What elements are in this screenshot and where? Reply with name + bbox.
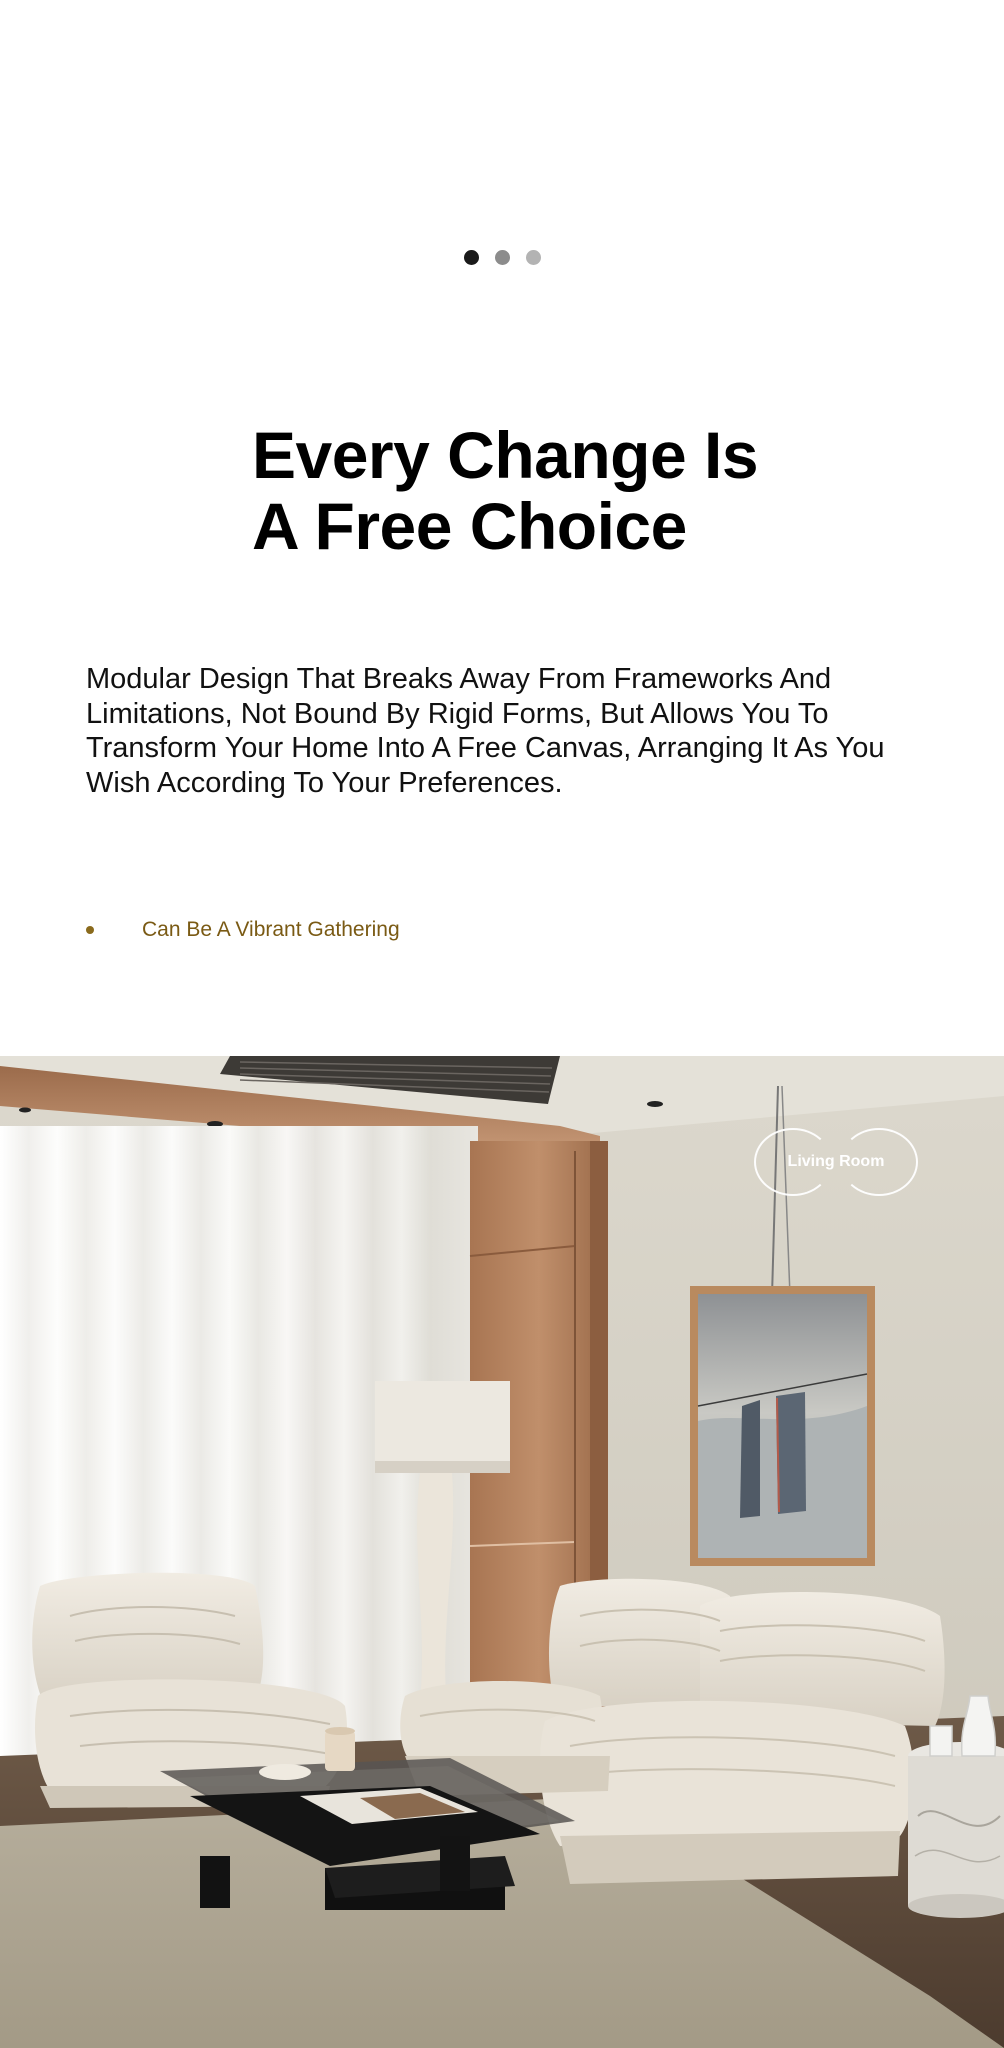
feature-bullet [86, 918, 400, 942]
hero-description: Modular Design That Breaks Away From Frameworks And Limitations, Not Bound By Rigid Forms, But Allows You To Transform Your Home Into A Free Canvas, Arranging It As You Wish According To Your Preferences. [86, 663, 885, 799]
living-room-photo [0, 1056, 1004, 2048]
carousel-dot-3[interactable] [526, 250, 541, 265]
bullet-dot-icon [86, 926, 94, 934]
carousel-dot-2[interactable] [495, 250, 510, 265]
feature-bullet-text: Can Be A Vibrant Gathering [142, 918, 400, 941]
carousel-dots [0, 250, 1004, 265]
living-room-tag-label: Living Room [787, 1153, 885, 1170]
carousel-dot-1[interactable] [464, 250, 479, 265]
living-room-tag[interactable] [754, 1128, 918, 1196]
hero-headline [252, 420, 758, 562]
hero-headline-line-2: A Free Choice [252, 489, 687, 563]
hero-headline-line-1: Every Change Is [252, 418, 759, 492]
